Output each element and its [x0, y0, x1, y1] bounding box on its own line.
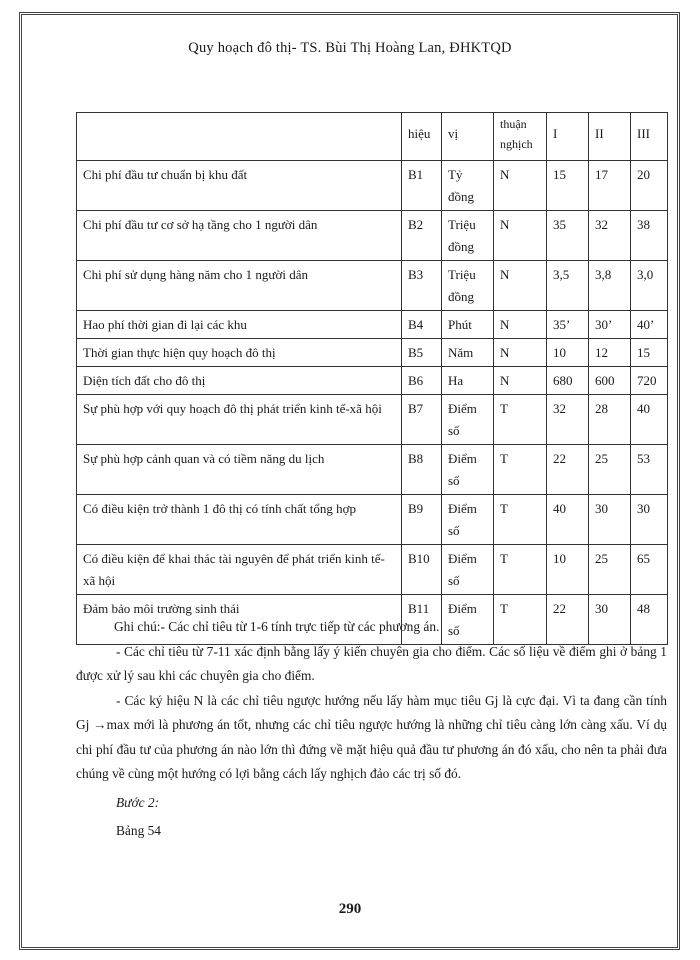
cell-symbol: B8	[402, 445, 442, 495]
header-cell-direction: thuận nghịch	[494, 113, 547, 161]
cell-option-2: 30’	[589, 311, 631, 339]
table-row	[77, 339, 668, 367]
page-header: Quy hoạch đô thị- TS. Bùi Thị Hoàng Lan, ĐHKTQD	[188, 40, 512, 56]
cell-unit: Tỷ đồng	[442, 161, 494, 211]
cell-option-3: 20	[631, 161, 668, 211]
header-cell-option-3: III	[631, 113, 668, 161]
cell-unit: Ha	[442, 367, 494, 395]
cell-option-2: 25	[589, 445, 631, 495]
cell-symbol: B2	[402, 211, 442, 261]
header-cell-option-2: II	[589, 113, 631, 161]
cell-symbol: B9	[402, 495, 442, 545]
cell-unit: Năm	[442, 339, 494, 367]
cell-symbol: B7	[402, 395, 442, 445]
table-row	[77, 445, 668, 495]
header-cell-criteria	[77, 113, 402, 161]
cell-option-1: 22	[547, 595, 589, 645]
cell-direction: N	[494, 161, 547, 211]
notes-section	[76, 615, 667, 844]
cell-criteria: Diện tích đất cho đô thị	[77, 367, 402, 395]
cell-option-3: 38	[631, 211, 668, 261]
cell-criteria: Chi phí đầu tư chuẩn bị khu đất	[77, 161, 402, 211]
cell-unit: Điểm số	[442, 545, 494, 595]
cell-criteria: Sự phù hợp với quy hoạch đô thị phát triển kinh tế-xã hội	[77, 395, 402, 445]
cell-symbol: B5	[402, 339, 442, 367]
cell-direction: N	[494, 311, 547, 339]
cell-option-2: 30	[589, 495, 631, 545]
criteria-table	[76, 112, 668, 645]
cell-direction: N	[494, 339, 547, 367]
cell-symbol: B10	[402, 545, 442, 595]
cell-symbol: B11	[402, 595, 442, 645]
cell-direction: T	[494, 395, 547, 445]
table-row	[77, 545, 668, 595]
cell-direction: N	[494, 367, 547, 395]
note-line-3: - Các ký hiệu N là các chỉ tiêu ngược hướng nếu lấy hàm mục tiêu Gj là cực đại. Vì ta đang cần tính Gj →max mới là phương án tốt, nhưng các chỉ tiêu ngược hướng là những chỉ tiêu càng lớn càng xấu. Ví dụ chi phí đầu tư của phương án nào lớn thì đứng về mặt hiệu quả đầu tư phương án đó xấu, cho nên ta phải đưa chúng về cùng một hướng có lợi bằng cách lấy nghịch đảo các trị số đó.	[76, 692, 667, 781]
cell-option-1: 40	[547, 495, 589, 545]
table-row	[77, 367, 668, 395]
cell-option-3: 40	[631, 395, 668, 445]
cell-unit: Điểm số	[442, 445, 494, 495]
cell-option-3: 15	[631, 339, 668, 367]
table-row	[77, 161, 668, 211]
cell-symbol: B4	[402, 311, 442, 339]
cell-direction: N	[494, 261, 547, 311]
cell-option-1: 10	[547, 339, 589, 367]
cell-direction: T	[494, 595, 547, 645]
cell-option-3: 53	[631, 445, 668, 495]
cell-option-1: 15	[547, 161, 589, 211]
cell-option-2: 25	[589, 545, 631, 595]
note-line-1: Ghi chú:- Các chỉ tiêu từ 1-6 tính trực tiếp từ các phương án.	[114, 619, 440, 634]
note-line-2: - Các chỉ tiêu từ 7-11 xác định bằng lấy ý kiến chuyên gia cho điểm. Các số liệu về điểm ghi ở bảng 1 được xử lý sau khi các chuyên gia cho điểm.	[76, 643, 667, 683]
cell-unit: Điểm số	[442, 495, 494, 545]
table-row	[77, 495, 668, 545]
cell-option-3: 40’	[631, 311, 668, 339]
cell-option-3: 65	[631, 545, 668, 595]
cell-option-2: 12	[589, 339, 631, 367]
cell-option-1: 32	[547, 395, 589, 445]
step-heading: Bước 2:	[116, 794, 160, 810]
cell-criteria: Hao phí thời gian đi lại các khu	[77, 311, 402, 339]
cell-direction: N	[494, 211, 547, 261]
cell-option-2: 30	[589, 595, 631, 645]
cell-option-1: 10	[547, 545, 589, 595]
cell-option-1: 35’	[547, 311, 589, 339]
cell-symbol: B1	[402, 161, 442, 211]
cell-option-1: 22	[547, 445, 589, 495]
table-caption: Bảng 54	[116, 823, 162, 838]
cell-symbol: B3	[402, 261, 442, 311]
cell-option-1: 680	[547, 367, 589, 395]
cell-option-3: 720	[631, 367, 668, 395]
cell-criteria: Có điều kiện để khai thác tài nguyên để phát triển kinh tế-xã hội	[77, 545, 402, 595]
cell-direction: T	[494, 495, 547, 545]
header-cell-option-1: I	[547, 113, 589, 161]
table-row	[77, 395, 668, 445]
cell-unit: Triệu đồng	[442, 261, 494, 311]
cell-criteria: Thời gian thực hiện quy hoạch đô thị	[77, 339, 402, 367]
cell-option-2: 28	[589, 395, 631, 445]
table-header-row	[77, 113, 668, 161]
cell-unit: Triệu đồng	[442, 211, 494, 261]
cell-option-3: 3,0	[631, 261, 668, 311]
cell-option-2: 600	[589, 367, 631, 395]
table-row	[77, 311, 668, 339]
header-cell-unit: vị	[442, 113, 494, 161]
cell-direction: T	[494, 445, 547, 495]
cell-unit: Điểm số	[442, 595, 494, 645]
cell-direction: T	[494, 545, 547, 595]
cell-criteria: Có điều kiện trở thành 1 đô thị có tính chất tổng hợp	[77, 495, 402, 545]
cell-criteria: Sự phù hợp cảnh quan và có tiềm năng du lịch	[77, 445, 402, 495]
cell-unit: Điểm số	[442, 395, 494, 445]
page-number: 290	[338, 901, 362, 917]
cell-unit: Phút	[442, 311, 494, 339]
table-row	[77, 261, 668, 311]
header-cell-symbol: hiệu	[402, 113, 442, 161]
cell-criteria: Chi phí sử dụng hàng năm cho 1 người dân	[77, 261, 402, 311]
cell-option-2: 17	[589, 161, 631, 211]
cell-option-3: 48	[631, 595, 668, 645]
cell-option-2: 3,8	[589, 261, 631, 311]
cell-option-1: 3,5	[547, 261, 589, 311]
cell-symbol: B6	[402, 367, 442, 395]
table-row	[77, 211, 668, 261]
cell-option-1: 35	[547, 211, 589, 261]
cell-option-2: 32	[589, 211, 631, 261]
cell-option-3: 30	[631, 495, 668, 545]
cell-criteria: Đảm bảo môi trường sinh thái	[77, 595, 402, 645]
cell-criteria: Chi phí đầu tư cơ sở hạ tầng cho 1 người dân	[77, 211, 402, 261]
